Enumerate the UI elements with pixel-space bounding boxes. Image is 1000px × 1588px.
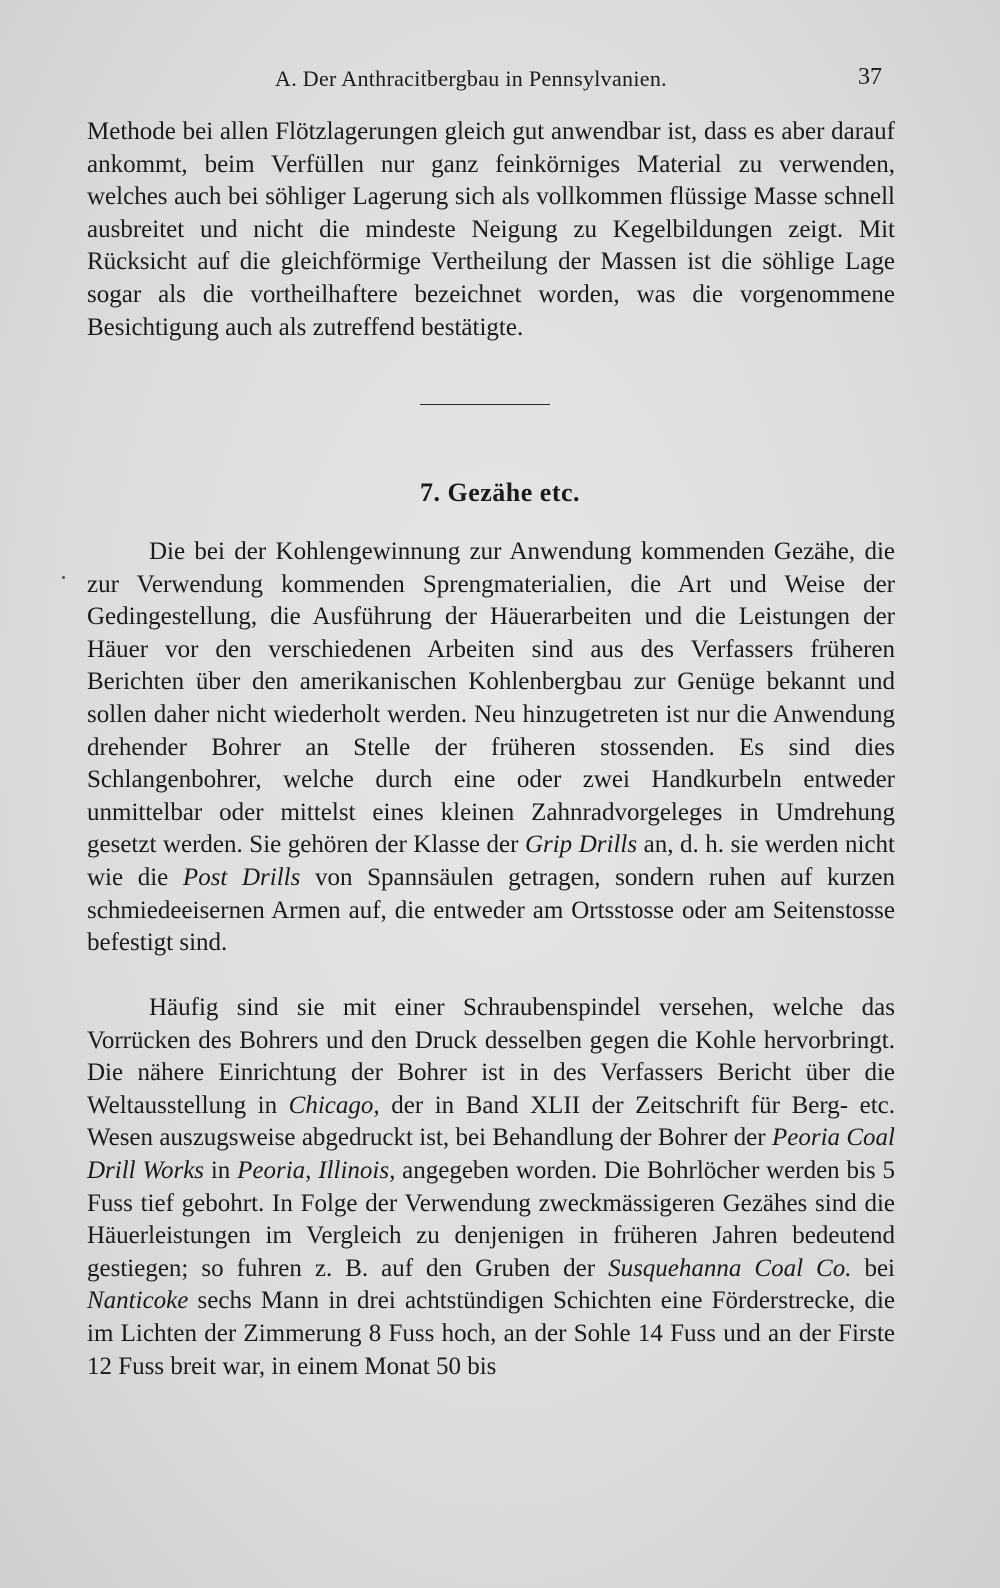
section-divider xyxy=(420,404,550,405)
text-run: sechs Mann in drei achtstündigen Schichten eine Förderstrecke, die im Lichten der Zimmerung 8 Fuss hoch, an der Sohle 14 Fuss und an der Firste 12 Fuss breit war, in einem Monat 50 bis xyxy=(87,1287,895,1380)
section-heading: 7. Gezähe etc. xyxy=(419,478,581,507)
italic-term: Grip Drills xyxy=(524,831,638,859)
text-run: Die bei der Kohlengewinnung zur Anwendung kommenden Gezähe, die zur Verwendung kommenden Sprengmaterialien, die Art und Weise der Gedingestellung, die Ausführung der Häuerarbeiten und die Leistungen der Häuer vor den verschiedenen Arbeiten sind aus des Verfassers früheren Berichten über den amerikanischen Kohlenbergbau zur Genüge bekannt und sollen daher nicht wiederholt werden. Neu hinzugetreten ist nur die Anwendung drehender Bohrer an Stelle der früheren stossenden. Es sind dies Schlangenbohrer, welche durch eine oder zwei Handkurbeln entweder unmittelbar oder mittelst eines kleinen Zahnradvorgeleges in Umdrehung gesetzt werden. Sie gehören der Klasse der xyxy=(87,538,895,859)
italic-term: Peoria, Illinois, xyxy=(237,1156,396,1184)
text-run: angegeben worden. Die Bohrlöcher werden bis 5 Fuss tief gebohrt. In Folge der Verwendung zweckmässigeren Gezähes sind die Häuerleistungen im Vergleich zu denjenigen in früheren Jahren bedeutend gestiegen; so fuhren z. B. auf den Gruben der xyxy=(87,1156,895,1282)
text-run: in xyxy=(204,1156,238,1184)
paragraph-gezaehe xyxy=(87,536,895,960)
text-run: bei xyxy=(851,1254,895,1282)
running-title: A. Der Anthracitbergbau in Pennsylvanien. xyxy=(275,66,667,91)
print-speck xyxy=(62,576,65,579)
text-run: der in Band XLII der Zeitschrift für Berg- etc. Wesen auszugsweise abgedruckt ist, bei Behandlung der Bohrer der xyxy=(87,1091,896,1152)
italic-term: Susquehanna Coal Co. xyxy=(608,1254,852,1282)
italic-term: Peoria Coal Drill Works xyxy=(87,1124,896,1184)
text-run: Häufig sind sie mit einer Schraubenspindel versehen, welche das Vorrücken des Bohrers und den Druck desselben gegen die Kohle hervorbringt. Die nähere Einrichtung der Bohrer ist in des Verfassers Bericht über die Weltausstellung in xyxy=(87,994,895,1119)
italic-term: Post Drills xyxy=(182,863,301,891)
italic-term: Chicago, xyxy=(288,1091,380,1119)
italic-term: Nanticoke xyxy=(87,1287,189,1315)
running-head xyxy=(0,64,1000,94)
page-number: 37 xyxy=(858,64,882,90)
text-run: an, d. h. sie werden nicht wie die xyxy=(87,831,895,891)
text-run: von Spannsäulen getragen, sondern ruhen auf kurzen schmiedeeisernen Armen auf, die entweder am Ortsstosse oder am Seitenstosse befestigt sind. xyxy=(87,863,896,957)
paragraph-continuation: Methode bei allen Flötzlagerungen gleich gut anwendbar ist, dass es aber darauf ankommt, beim Verfüllen nur ganz feinkörniges Material zu verwenden, welches auch bei söhliger Lagerung sich als vollkommen flüssige Masse schnell ausbreitet und nicht die mindeste Neigung zu Kegelbildungen zeigt. Mit Rücksicht auf die gleichförmige Vertheilung der Massen ist die söhlige Lage sogar als die vortheilhaftere bezeichnet worden, was die vorgenommene Besichtigung auch als zutreffend bestätigte. xyxy=(87,118,895,341)
paragraph-bohrer xyxy=(87,992,895,1383)
